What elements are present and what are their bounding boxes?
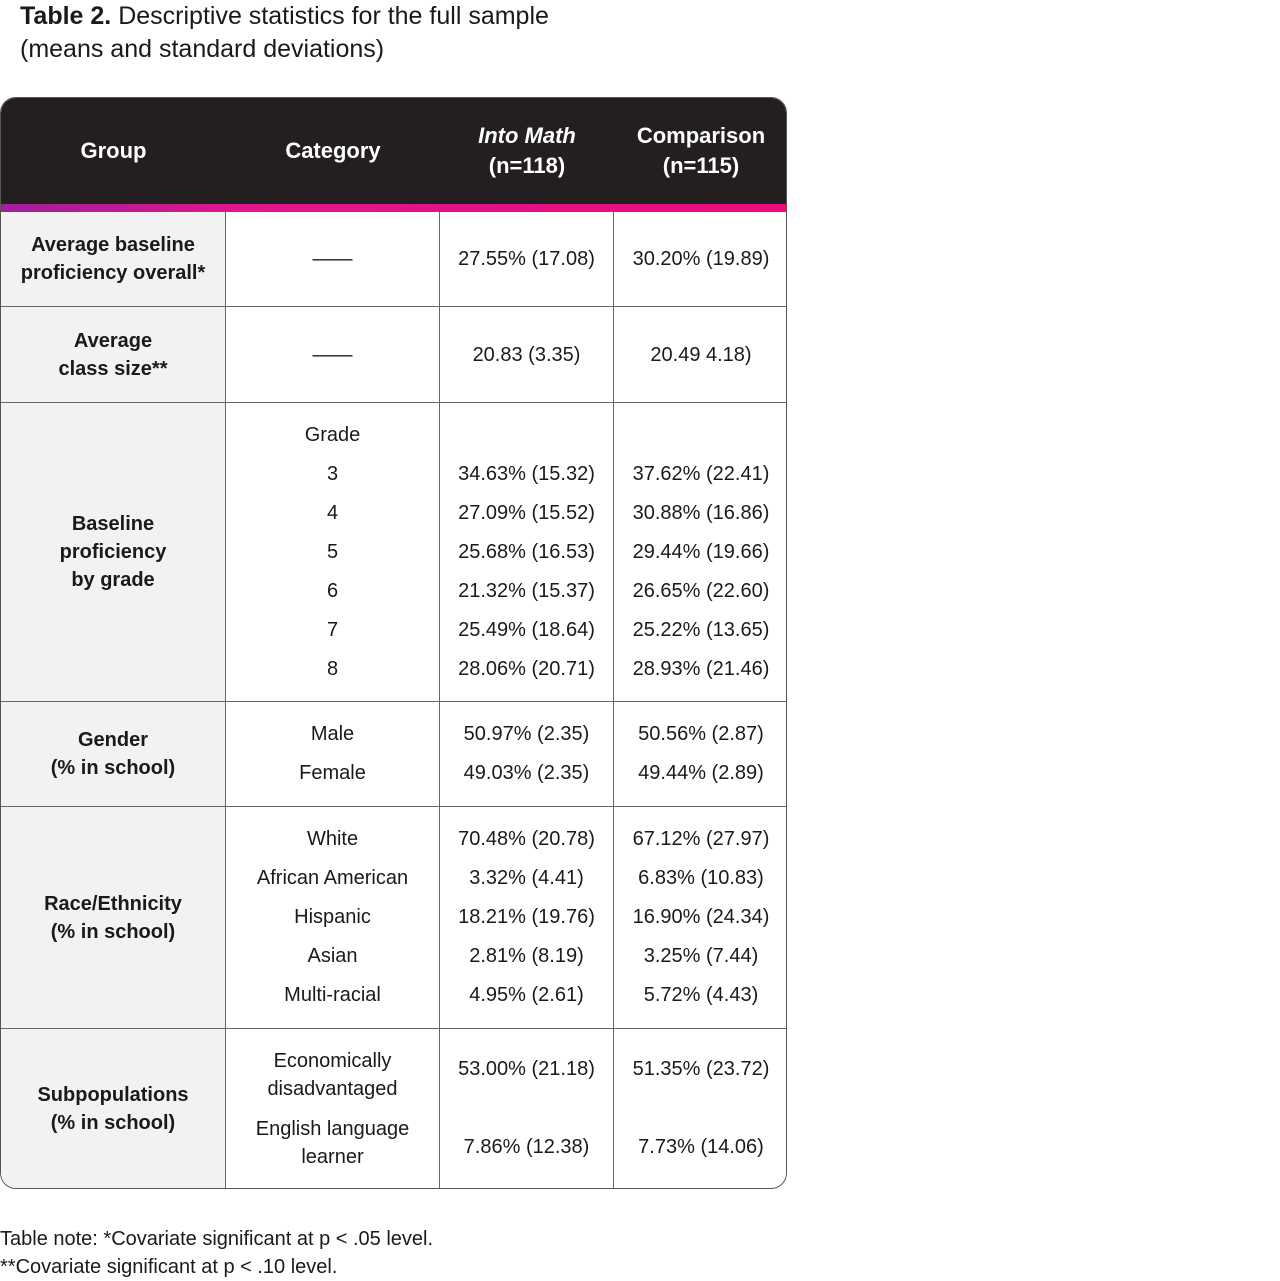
value: 3.32% (4.41) xyxy=(469,867,584,889)
group-label: (% in school) xyxy=(50,757,176,779)
group-cell xyxy=(1,702,226,806)
value: 7.73% (14.06) xyxy=(638,1136,764,1158)
header-into-math-name: Into Math xyxy=(478,123,576,148)
caption-text-2: (means and standard deviations) xyxy=(20,35,385,63)
header-into-math xyxy=(440,98,614,204)
header-category: Category xyxy=(285,138,381,163)
category-cell xyxy=(226,702,440,806)
value: 50.56% (2.87) xyxy=(638,723,764,745)
value: 49.44% (2.89) xyxy=(638,762,764,784)
category-cell: —— xyxy=(226,212,440,306)
group-cell xyxy=(1,807,226,1028)
category-cell xyxy=(226,403,440,701)
value: 25.49% (18.64) xyxy=(458,618,595,641)
table-row xyxy=(1,701,787,806)
value: 27.09% (15.52) xyxy=(458,501,595,524)
into-math-value xyxy=(440,807,614,1028)
comparison-value xyxy=(614,807,787,1028)
value: 3.25% (7.44) xyxy=(643,945,759,967)
table-row xyxy=(1,402,787,701)
value: 6.83% (10.83) xyxy=(638,867,764,889)
group-label: Subpopulations xyxy=(37,1083,189,1106)
value: 37.62% (22.41) xyxy=(632,462,770,485)
category-label: Economically xyxy=(273,1049,392,1072)
value: 50.97% (2.35) xyxy=(463,723,590,745)
value: 18.21% (19.76) xyxy=(458,906,595,928)
category-label: 7 xyxy=(326,618,339,641)
group-cell xyxy=(1,212,226,306)
category-header: Grade xyxy=(304,423,361,446)
category-cell: —— xyxy=(226,307,440,402)
comparison-value xyxy=(614,1029,787,1188)
category-label: Asian xyxy=(307,945,358,967)
value: 5.72% (4.43) xyxy=(643,984,759,1006)
category-label: African American xyxy=(256,867,409,889)
into-math-value xyxy=(440,702,614,806)
note-line-2: **Covariate significant at p < .10 level. xyxy=(0,1256,338,1278)
category-cell xyxy=(226,1029,440,1188)
comparison-value: 20.49 4.18) xyxy=(650,343,752,366)
group-label: Average baseline xyxy=(31,234,195,256)
table-row xyxy=(1,806,787,1028)
category-label: 6 xyxy=(326,579,339,602)
category-label: disadvantaged xyxy=(267,1077,398,1100)
table-caption xyxy=(20,0,720,66)
header-into-math-n: (n=118) xyxy=(488,153,566,178)
table-note xyxy=(0,1225,433,1281)
header-comparison-n: (n=115) xyxy=(662,153,740,178)
group-label: Gender xyxy=(77,729,149,751)
category-cell xyxy=(226,807,440,1028)
value: 49.03% (2.35) xyxy=(463,762,590,784)
value: 4.95% (2.61) xyxy=(469,984,584,1006)
value: 28.93% (21.46) xyxy=(632,657,770,680)
table-row xyxy=(1,212,787,306)
comparison-value xyxy=(614,702,787,806)
group-label: (% in school) xyxy=(50,1111,176,1134)
header-comparison xyxy=(614,98,787,204)
category-label: Multi-racial xyxy=(284,984,381,1006)
category-label: 3 xyxy=(326,462,339,485)
category-label: Hispanic xyxy=(294,906,371,928)
group-label: Average xyxy=(73,329,153,352)
value: 26.65% (22.60) xyxy=(632,579,770,602)
value: 67.12% (27.97) xyxy=(632,828,770,850)
value: 28.06% (20.71) xyxy=(458,657,595,680)
note-line-1: Table note: *Covariate significant at p < .05 level. xyxy=(0,1228,434,1250)
value: 30.88% (16.86) xyxy=(632,501,770,524)
value: 29.44% (19.66) xyxy=(632,540,770,563)
group-label: Baseline xyxy=(71,513,155,535)
value: 53.00% (21.18) xyxy=(458,1058,595,1080)
category-label: Male xyxy=(310,723,355,745)
into-math-value xyxy=(440,403,614,701)
table-header xyxy=(1,98,787,204)
category-label: 8 xyxy=(326,657,339,680)
category-label: 5 xyxy=(326,540,339,563)
value: 25.68% (16.53) xyxy=(458,540,595,563)
comparison-value xyxy=(614,403,787,701)
group-label: Race/Ethnicity xyxy=(44,892,182,915)
caption-text: Descriptive statistics for the full sample xyxy=(118,2,549,30)
table-row xyxy=(1,1028,787,1188)
stats-table xyxy=(0,97,787,1189)
group-label: (% in school) xyxy=(50,920,176,943)
value: 16.90% (24.34) xyxy=(632,906,770,928)
value: 7.86% (12.38) xyxy=(463,1136,590,1158)
value: 51.35% (23.72) xyxy=(632,1058,770,1080)
group-label: proficiency xyxy=(59,541,167,563)
group-label: proficiency overall* xyxy=(20,262,206,284)
value: 25.22% (13.65) xyxy=(632,618,770,641)
value: 21.32% (15.37) xyxy=(458,579,595,602)
header-accent-stripe xyxy=(1,204,787,212)
group-cell xyxy=(1,403,226,701)
category-label: White xyxy=(306,828,359,850)
group-cell xyxy=(1,307,226,402)
table-row xyxy=(1,306,787,402)
category-label: Female xyxy=(299,762,366,784)
into-math-value: 20.83 (3.35) xyxy=(440,307,614,402)
value: 2.81% (8.19) xyxy=(469,945,584,967)
category-label: learner xyxy=(301,1145,364,1168)
value: 34.63% (15.32) xyxy=(458,462,595,485)
header-group: Group xyxy=(80,138,147,163)
comparison-value: 30.20% (19.89) xyxy=(632,248,770,270)
into-math-value xyxy=(440,1029,614,1188)
group-label: class size** xyxy=(58,357,168,380)
category-label: English language xyxy=(255,1117,410,1140)
header-comparison-name: Comparison xyxy=(636,123,766,148)
value: 70.48% (20.78) xyxy=(458,828,595,850)
caption-label: Table 2. xyxy=(20,2,112,30)
group-label: by grade xyxy=(71,569,155,591)
category-label: 4 xyxy=(326,501,339,524)
group-cell xyxy=(1,1029,226,1188)
into-math-value: 27.55% (17.08) xyxy=(440,212,614,306)
